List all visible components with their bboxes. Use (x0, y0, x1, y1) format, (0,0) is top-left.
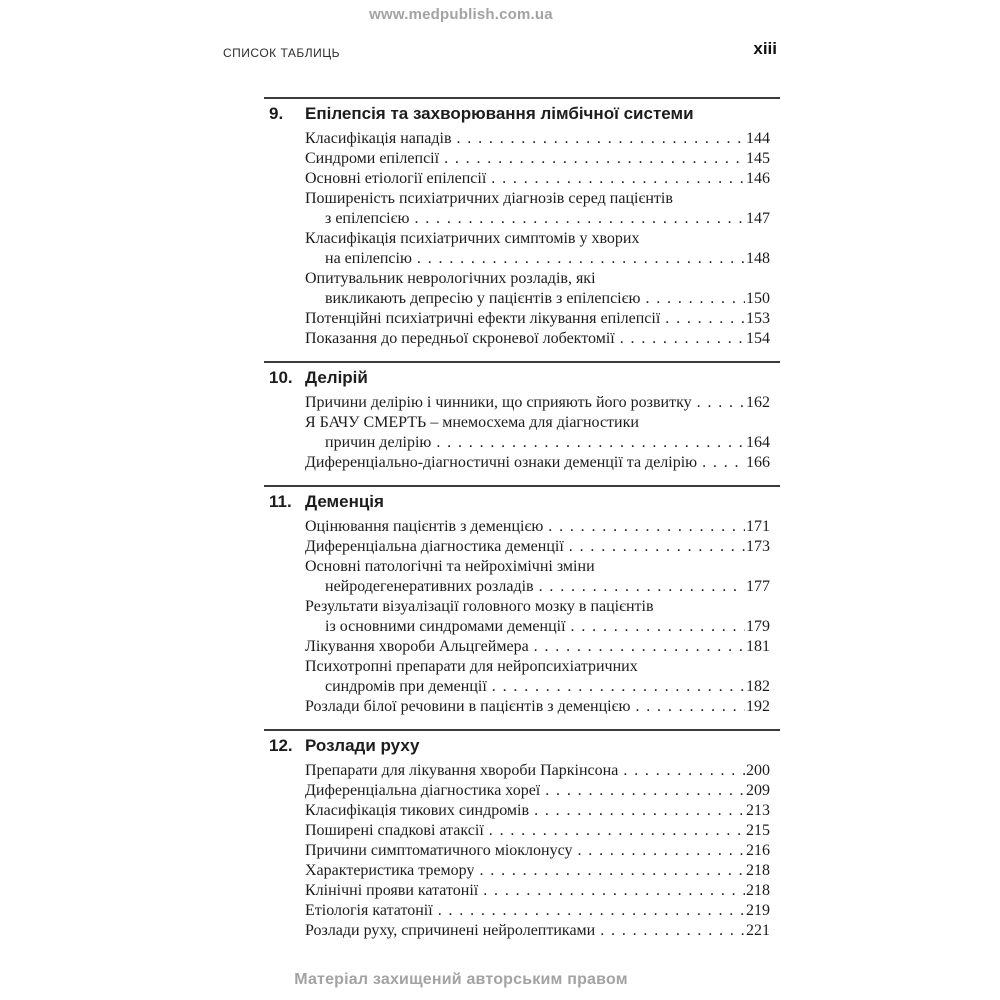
entry-text: Основні етіології епілепсії (305, 170, 487, 187)
toc-entry-line (264, 169, 780, 189)
toc-section (264, 97, 780, 351)
entry-page-number: 192 (746, 698, 770, 715)
entry-text: синдромів при деменції (325, 678, 487, 695)
entry-text: Поширеність психіатричних діагнозів серед пацієнтів (305, 190, 673, 207)
dot-leader (635, 697, 745, 717)
toc-entry-line (264, 597, 780, 617)
dot-leader (457, 129, 746, 149)
toc-entry-line (264, 393, 780, 413)
toc-entry-line (264, 129, 780, 149)
entry-page-number: 181 (746, 638, 770, 655)
section-heading (264, 487, 780, 517)
toc-section (264, 729, 780, 943)
entry-text: Класифікація нападів (305, 130, 452, 147)
dot-leader (444, 149, 745, 169)
entry-page-number: 146 (746, 170, 770, 187)
toc-entry-line (264, 657, 780, 677)
section-title: Епілепсія та захворювання лімбічної системи (305, 104, 694, 123)
entry-text: Потенційні психіатричні ефекти лікування епілепсії (305, 310, 661, 327)
toc-entry-line (264, 577, 780, 597)
entry-text: Поширені спадкові атаксії (305, 822, 484, 839)
entry-text: Причини делірію і чинники, що сприяють його розвитку (305, 394, 692, 411)
dot-leader (438, 901, 745, 921)
entry-text: Класифікація психіатричних симптомів у хворих (305, 230, 640, 247)
entry-text: Диференціальна діагностика хореї (305, 782, 541, 799)
toc-entry-line (264, 269, 780, 289)
entry-text: Етіологія кататонії (305, 902, 433, 919)
toc-entry-line (264, 901, 780, 921)
entry-text: Психотропні препарати для нейропсихіатричних (305, 658, 638, 675)
entry-page-number: 144 (746, 130, 770, 147)
toc-entry-line (264, 761, 780, 781)
section-entries (264, 761, 780, 943)
entry-page-number: 164 (746, 434, 770, 451)
section-title: Деменція (305, 492, 384, 511)
copyright-watermark: Матеріал захищений авторським правом (294, 971, 628, 988)
entry-text: Основні патологічні та нейрохімічні зміни (305, 558, 595, 575)
entry-text: Препарати для лікування хвороби Паркінсона (305, 762, 619, 779)
entry-text: Причини симптоматичного міоклонусу (305, 842, 573, 859)
entry-page-number: 216 (746, 842, 770, 859)
entry-text: Результати візуалізації головного мозку в пацієнтів (305, 598, 654, 615)
section-number: 10. (269, 368, 293, 387)
toc-entry-line (264, 329, 780, 349)
toc-entry-line (264, 637, 780, 657)
entry-text: із основними синдромами деменції (325, 618, 566, 635)
entry-text: Диференціальна діагностика деменції (305, 538, 564, 555)
dot-leader (697, 393, 745, 413)
entry-page-number: 145 (746, 150, 770, 167)
entry-page-number: 154 (746, 330, 770, 347)
entry-page-number: 218 (746, 882, 770, 899)
entry-page-number: 179 (746, 618, 770, 635)
entry-page-number: 221 (746, 922, 770, 939)
toc-section (264, 361, 780, 475)
section-title: Розлади руху (305, 736, 420, 755)
entry-page-number: 171 (746, 518, 770, 535)
entry-text: Опитувальник неврологічних розладів, які (305, 270, 596, 287)
entry-text: Я БАЧУ СМЕРТЬ – мнемосхема для діагностики (305, 414, 639, 431)
toc-entry-line (264, 229, 780, 249)
entry-page-number: 150 (746, 290, 770, 307)
entry-page-number: 153 (746, 310, 770, 327)
entry-page-number: 200 (746, 762, 770, 779)
toc-entry-line (264, 537, 780, 557)
entry-page-number: 162 (746, 394, 770, 411)
toc-section (264, 485, 780, 719)
section-entries (264, 393, 780, 475)
section-number: 11. (269, 492, 292, 511)
section-title: Делірій (305, 368, 368, 387)
toc-entry-line (264, 517, 780, 537)
section-number: 9. (269, 104, 284, 123)
toc-entry-line (264, 413, 780, 433)
entry-text: викликають депресію у пацієнтів з епілепсією (325, 290, 641, 307)
dot-leader (665, 309, 745, 329)
dot-leader (534, 801, 745, 821)
section-number: 12. (269, 736, 293, 755)
dot-leader (569, 537, 745, 557)
section-entries (264, 129, 780, 351)
section-entries (264, 517, 780, 719)
dot-leader (436, 433, 745, 453)
entry-page-number: 213 (746, 802, 770, 819)
entry-text: Клінічні прояви кататонії (305, 882, 479, 899)
dot-leader (492, 677, 745, 697)
toc-entry-line (264, 677, 780, 697)
section-heading (264, 363, 780, 393)
entry-page-number: 182 (746, 678, 770, 695)
entry-page-number: 209 (746, 782, 770, 799)
dot-leader (600, 921, 745, 941)
toc-entry-line (264, 697, 780, 717)
entry-page-number: 218 (746, 862, 770, 879)
toc-entry-line (264, 841, 780, 861)
dot-leader (578, 841, 746, 861)
entry-text: Розлади білої речовини в пацієнтів з деменцією (305, 698, 631, 715)
entry-text: Класифікація тикових синдромів (305, 802, 530, 819)
entry-text: Показання до передньої скроневої лобектомії (305, 330, 615, 347)
entry-text: нейродегенеративних розладів (325, 578, 534, 595)
dot-leader (702, 453, 745, 473)
dot-leader (483, 881, 745, 901)
dot-leader (539, 577, 745, 597)
section-heading (264, 731, 780, 761)
entry-text: причин делірію (325, 434, 432, 451)
toc-entry-line (264, 249, 780, 269)
dot-leader (620, 329, 745, 349)
entry-page-number: 166 (746, 454, 770, 471)
section-heading (264, 99, 780, 129)
toc-entry-line (264, 289, 780, 309)
dot-leader (545, 781, 745, 801)
toc-entry-line (264, 617, 780, 637)
toc-entry-line (264, 209, 780, 229)
toc-entry-line (264, 189, 780, 209)
toc-entry-line (264, 881, 780, 901)
publisher-url-watermark: www.medpublish.com.ua (369, 6, 553, 23)
toc-entry-line (264, 557, 780, 577)
dot-leader (491, 169, 745, 189)
dot-leader (489, 821, 745, 841)
toc-entry-line (264, 781, 780, 801)
dot-leader (571, 617, 745, 637)
entry-page-number: 219 (746, 902, 770, 919)
toc-entry-line (264, 921, 780, 941)
dot-leader (548, 517, 745, 537)
dot-leader (645, 289, 745, 309)
entry-page-number: 177 (746, 578, 770, 595)
entry-page-number: 148 (746, 250, 770, 267)
dot-leader (417, 249, 745, 269)
entry-page-number: 173 (746, 538, 770, 555)
entry-text: Синдроми епілепсії (305, 150, 440, 167)
dot-leader (534, 637, 745, 657)
table-of-contents (264, 97, 780, 943)
entry-text: Лікування хвороби Альцгеймера (305, 638, 529, 655)
entry-page-number: 147 (746, 210, 770, 227)
entry-text: на епілепсію (325, 250, 412, 267)
dot-leader (623, 761, 745, 781)
dot-leader (479, 861, 745, 881)
toc-entry-line (264, 821, 780, 841)
entry-text: Розлади руху, спричинені нейролептиками (305, 922, 596, 939)
toc-entry-line (264, 801, 780, 821)
toc-entry-line (264, 861, 780, 881)
running-header: СПИСОК ТАБЛИЦЬ (223, 46, 341, 60)
entry-text: Оцінювання пацієнтів з деменцією (305, 518, 544, 535)
toc-entry-line (264, 433, 780, 453)
dot-leader (414, 209, 745, 229)
entry-page-number: 215 (746, 822, 770, 839)
page-number: xiii (753, 39, 777, 58)
toc-entry-line (264, 453, 780, 473)
toc-entry-line (264, 309, 780, 329)
entry-text: Диференціально-діагностичні ознаки деменції та делірію (305, 454, 698, 471)
entry-text: з епілепсією (325, 210, 410, 227)
entry-text: Характеристика тремору (305, 862, 475, 879)
toc-entry-line (264, 149, 780, 169)
